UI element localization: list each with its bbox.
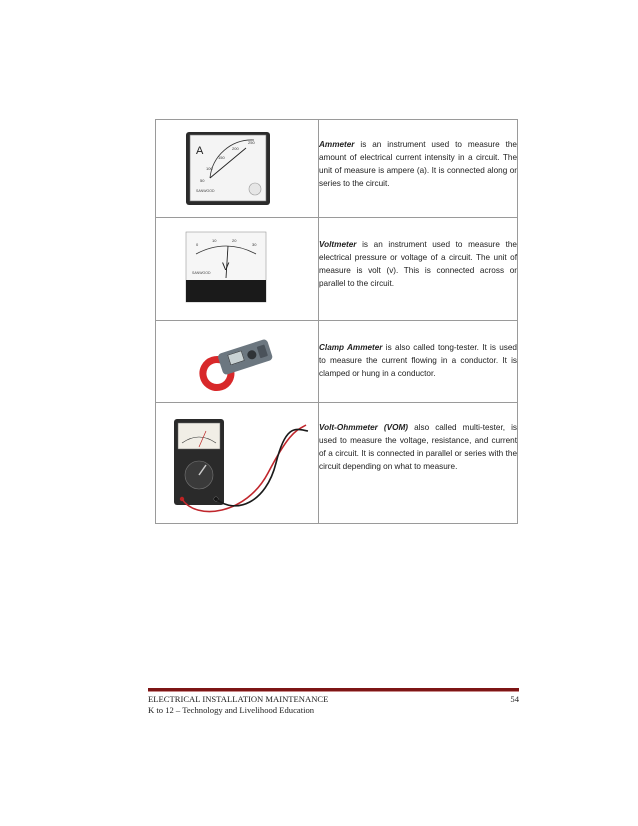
footer-course-title: ELECTRICAL INSTALLATION MAINTENANCE	[148, 694, 329, 704]
clamp-ammeter-text-cell	[319, 321, 518, 403]
footer-program: K to 12 – Technology and Livelihood Education	[148, 705, 315, 715]
voltmeter-image-cell	[156, 218, 319, 321]
voltmeter-dial-letter: V	[222, 261, 230, 273]
table-row-clamp-ammeter	[156, 321, 518, 403]
clamp-ammeter-term: Clamp Ammeter	[319, 343, 383, 352]
table-row-vom	[156, 403, 518, 524]
page-footer	[148, 688, 519, 715]
ammeter-description	[319, 138, 517, 190]
ammeter-text-cell	[319, 120, 518, 218]
ammeter-image-cell	[156, 120, 319, 218]
ammeter-tick: 250	[248, 140, 255, 145]
vom-image	[156, 403, 318, 523]
voltmeter-image	[156, 218, 318, 320]
voltmeter-text-cell	[319, 218, 518, 321]
clamp-ammeter-description-text: is also called tong-tester. It is used to measure the current flowing in a conductor. It is clamped or hung in a conductor.	[319, 343, 517, 378]
ammeter-brand: SANWOOD	[196, 189, 215, 193]
ammeter-tick: 50	[200, 178, 205, 183]
clamp-ammeter-description	[319, 341, 517, 380]
vom-term: Volt-Ohmmeter (VOM)	[319, 423, 409, 432]
clamp-ammeter-image	[156, 321, 318, 402]
ammeter-dial-letter: A	[196, 145, 204, 157]
ammeter-term: Ammeter	[319, 140, 355, 149]
footer-row	[148, 694, 519, 704]
vom-description	[319, 421, 517, 473]
voltmeter-tick: 0	[196, 242, 199, 247]
voltmeter-tick: 10	[212, 238, 217, 243]
ammeter-image	[156, 120, 318, 217]
voltmeter-tick: 30	[252, 242, 257, 247]
ammeter-tick: 100	[206, 166, 213, 171]
table-row-voltmeter	[156, 218, 518, 321]
clamp-ammeter-image-cell	[156, 321, 319, 403]
instruments-table	[155, 119, 518, 524]
ammeter-description-text: is an instrument used to measure the amount of electrical current intensity in a circuit. The unit of measure is ampere (a). It is connected along or series to the circuit.	[319, 140, 517, 188]
table-row-ammeter	[156, 120, 518, 218]
vom-text-cell	[319, 403, 518, 524]
voltmeter-term: Voltmeter	[319, 240, 357, 249]
ammeter-tick: 200	[232, 146, 239, 151]
ammeter-tick: 150	[218, 155, 225, 160]
footer-page-number: 54	[510, 694, 519, 704]
footer-rule	[148, 688, 519, 692]
voltmeter-description-text: is an instrument used to measure the electrical pressure or voltage of a circuit. The unit of measure is volt (v). This is connected across or parallel to the circuit.	[319, 240, 517, 288]
voltmeter-description	[319, 238, 517, 290]
vom-description-text: also called multi-tester, is used to measure the voltage, resistance, and current of a circuit. It is connected in parallel or series with the circuit depending on what to measure.	[319, 423, 517, 471]
voltmeter-brand: SANWOOD	[192, 271, 211, 275]
vom-image-cell	[156, 403, 319, 524]
voltmeter-tick: 20	[232, 238, 237, 243]
